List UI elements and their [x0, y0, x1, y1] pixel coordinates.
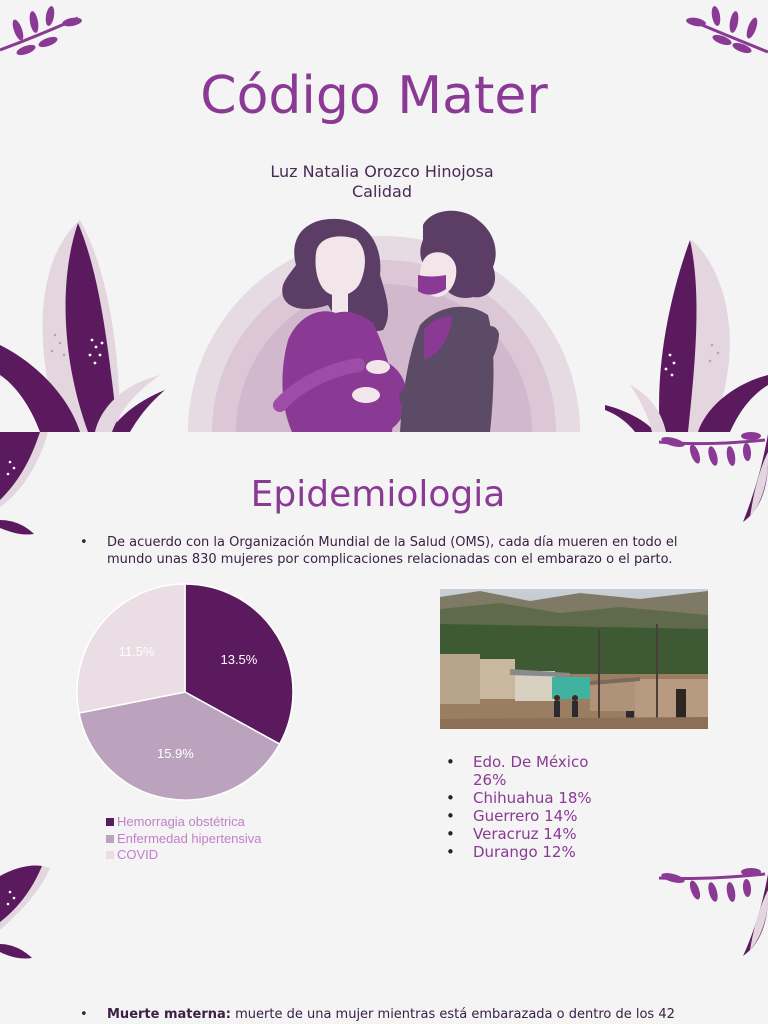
left-bottom-leaf-decoration	[0, 862, 55, 972]
presentation-title: Código Mater	[200, 66, 548, 126]
state-item-veracruz	[446, 825, 646, 843]
bullet-icon: •	[80, 1007, 88, 1022]
state-item-chihuahua-label: Chihuahua 18%	[473, 789, 592, 807]
bullet-icon: •	[80, 535, 88, 550]
author-name: Luz Natalia Orozco Hinojosa	[270, 162, 494, 181]
legend-label-hemorrhage: Hemorragia obstétrica	[117, 814, 245, 829]
state-item-edomex	[446, 753, 646, 789]
right-leaves-decoration	[600, 235, 768, 432]
legend-swatch-hemorrhage	[106, 818, 114, 826]
pregnant-woman-illustration	[188, 205, 580, 432]
pie-label-hemorrhage: 13.5%	[220, 652, 258, 668]
left-leaves-decoration	[0, 215, 170, 432]
bullet-icon: •	[446, 807, 455, 825]
state-item-edomex-line1: Edo. De México	[473, 753, 589, 771]
state-item-edomex-line2: 26%	[473, 771, 507, 789]
title-slide	[0, 0, 768, 432]
definition-text: muerte de una mujer mientras está embarazada o dentro de los 42	[235, 1007, 675, 1022]
pie-legend	[106, 814, 262, 864]
department-name: Calidad	[352, 182, 412, 201]
legend-swatch-covid	[106, 851, 114, 859]
intro-bullet	[78, 534, 718, 568]
state-item-durango-label: Durango 12%	[473, 843, 576, 861]
section-title: Epidemiologia	[250, 474, 506, 515]
rural-village-photo	[440, 589, 708, 729]
legend-item-hemorrhage	[106, 814, 262, 831]
bullet-icon: •	[446, 825, 455, 843]
state-item-guerrero	[446, 807, 646, 825]
state-percentages-list	[446, 753, 646, 861]
bullet-icon: •	[446, 789, 455, 807]
legend-label-covid: COVID	[117, 847, 159, 862]
top-right-sprig-decoration	[668, 0, 768, 70]
legend-swatch-hypertension	[106, 835, 114, 843]
bullet-icon: •	[446, 843, 455, 861]
maternal-death-causes-pie-chart	[70, 577, 300, 807]
intro-bullet-line-1: De acuerdo con la Organización Mundial de la Salud (OMS), cada día mueren en todo el	[107, 535, 678, 550]
right-bottom-sprig-decoration	[655, 862, 768, 962]
definition-bullet	[78, 1006, 718, 1023]
top-left-sprig-decoration	[0, 0, 110, 70]
epidemiology-slide	[0, 432, 768, 1024]
legend-item-covid	[106, 847, 262, 864]
pie-label-covid: 11.5%	[118, 644, 155, 660]
bullet-icon: •	[446, 753, 455, 771]
legend-label-hypertension: Enfermedad hipertensiva	[117, 830, 262, 846]
intro-bullet-line-2: mundo unas 830 mujeres por complicaciones relacionadas con el embarazo o el parto.	[107, 552, 673, 567]
state-item-durango	[446, 843, 646, 861]
state-item-veracruz-label: Veracruz 14%	[473, 825, 577, 843]
legend-item-hypertension	[106, 831, 262, 848]
pie-label-hypertension: 15.9%	[156, 745, 194, 761]
state-item-guerrero-label: Guerrero 14%	[473, 807, 578, 825]
state-item-chihuahua	[446, 789, 646, 807]
definition-term: Muerte materna:	[107, 1007, 231, 1022]
